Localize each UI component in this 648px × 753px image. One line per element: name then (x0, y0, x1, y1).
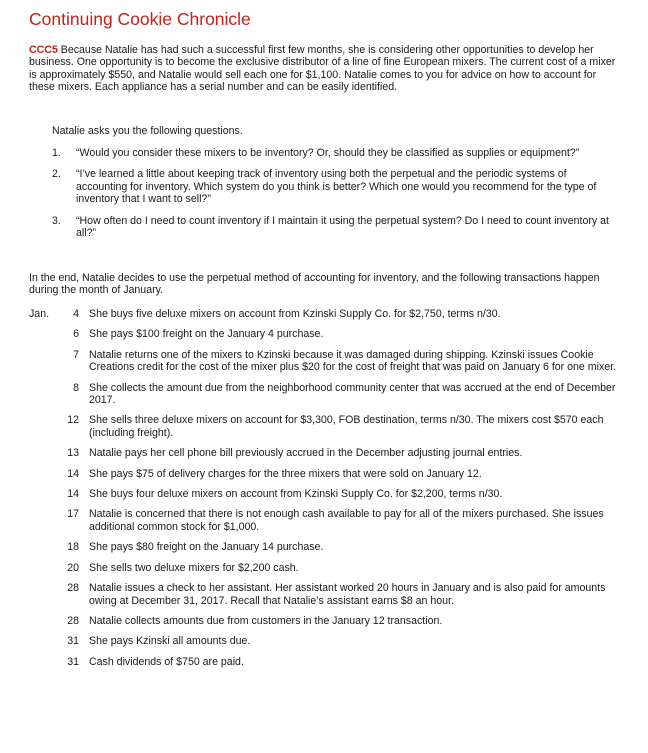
transaction-text: She pays $75 of delivery charges for the three mixers that were sold on January 12. (89, 467, 482, 480)
transaction-text: Natalie is concerned that there is not enough cash available to pay for all of the mixers purchased. She issues additional common stock for $1,000. (89, 508, 604, 533)
transaction-day: 13 (67, 447, 79, 460)
transaction-row (29, 582, 619, 607)
transaction-row (29, 414, 619, 439)
transaction-row (29, 468, 619, 480)
transaction-day: 17 (67, 508, 79, 521)
transaction-row (29, 308, 619, 320)
question-number: 1. (52, 147, 61, 159)
transaction-row (29, 562, 619, 574)
transaction-row (29, 328, 619, 340)
transaction-text: Natalie returns one of the mixers to Kzinski because it was damaged during shipping. Kzinski issues Cookie Creations credit for the cost of the mixer plus $20 for the cost of freight that was paid on January 6 for one mixer. (89, 348, 617, 374)
transaction-day: 8 (73, 381, 79, 394)
transaction-text: She sells three deluxe mixers on account for $3,300, FOB destination, terms n/30. The mixers cost $570 each (including freight). (89, 414, 604, 439)
transaction-day: 31 (67, 655, 79, 668)
transaction-text: She pays $100 freight on the January 4 purchase. (89, 328, 324, 341)
transaction-row (29, 382, 619, 407)
transaction-row (29, 447, 619, 459)
transaction-day: 28 (67, 614, 79, 627)
transaction-row (29, 656, 619, 668)
question-text: “How often do I need to count inventory if I maintain it using the perpetual system? Do I need to count inventory at all?” (76, 214, 609, 240)
transaction-row (29, 615, 619, 627)
summary-paragraph: In the end, Natalie decides to use the perpetual method of accounting for inventory, and the following transactions happen during the month of January. (29, 272, 600, 297)
transaction-row (29, 541, 619, 553)
transaction-text: She buys five deluxe mixers on account from Kzinski Supply Co. for $2,750, terms n/30. (89, 308, 501, 320)
intro-paragraph (29, 44, 617, 94)
question-number: 2. (52, 168, 61, 181)
question-text: “Would you consider these mixers to be inventory? Or, should they be classified as supplies or equipment?” (76, 147, 580, 159)
transaction-text: She pays $80 freight on the January 14 purchase. (89, 541, 324, 554)
transaction-day: 28 (67, 582, 79, 595)
transaction-day: 14 (67, 467, 79, 480)
transaction-text: Natalie issues a check to her assistant. Her assistant worked 20 hours in January and is also paid for amounts owing at December 31, 2017. Recall that Natalie’s assistant earns $8 an hour. (89, 582, 606, 607)
problem-code: CCC5 (29, 44, 58, 56)
question-item (52, 168, 618, 205)
transaction-text: She pays Kzinski all amounts due. (89, 635, 251, 648)
transaction-text: Natalie collects amounts due from customers in the January 12 transaction. (89, 614, 443, 627)
transaction-day: 12 (67, 414, 79, 427)
transaction-row (29, 488, 619, 500)
question-text: “I’ve learned a little about keeping track of inventory using both the perpetual and the periodic systems of accounting for inventory. Which system do you think is better? Which one would you recommend for the type of inventory that I want to sell?” (76, 168, 597, 206)
question-item (52, 215, 618, 240)
transaction-day: 18 (67, 541, 79, 554)
transaction-text: Cash dividends of $750 are paid. (89, 655, 244, 668)
transaction-day: 14 (67, 488, 79, 501)
transaction-day: 6 (73, 328, 79, 341)
transaction-row (29, 349, 619, 374)
transaction-list (29, 308, 619, 676)
transaction-row (29, 635, 619, 647)
question-number: 3. (52, 214, 61, 227)
question-item (52, 147, 618, 159)
transaction-month: Jan. (29, 308, 50, 320)
transaction-day: 7 (73, 348, 79, 361)
question-list (52, 147, 618, 248)
transaction-row (29, 508, 619, 533)
transaction-day: 31 (67, 635, 79, 648)
transaction-text: She sells two deluxe mixers for $2,200 cash. (89, 561, 299, 574)
questions-intro: Natalie asks you the following questions. (52, 125, 243, 137)
intro-text: Because Natalie has had such a successful first few months, she is considering other opportunities to develop her business. One opportunity is to become the exclusive distributor of a line of fine European mixers. The current cost of a mixer is approximately $550, and Natalie would sell each one for $1,100. Natalie comes to you for advice on how to account for these mixers. Each appliance has a serial number and can be easily identified. (29, 44, 616, 94)
transaction-text: She buys four deluxe mixers on account from Kzinski Supply Co. for $2,200, terms n/30. (89, 488, 503, 501)
transaction-text: Natalie pays her cell phone bill previously accrued in the December adjusting journal entries. (89, 447, 523, 460)
page-title: Continuing Cookie Chronicle (29, 9, 251, 29)
transaction-day: 20 (67, 561, 79, 574)
transaction-text: She collects the amount due from the neighborhood community center that was accrued at the end of December 2017. (89, 381, 616, 407)
transaction-day: 4 (73, 308, 79, 320)
